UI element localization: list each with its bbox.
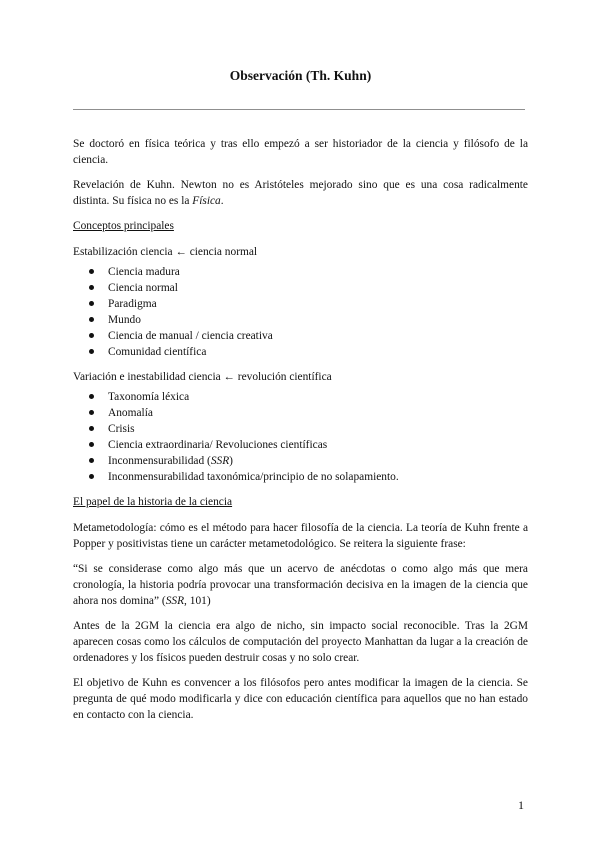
list-item: Ciencia madura bbox=[89, 264, 528, 280]
list-item: Paradigma bbox=[89, 296, 528, 312]
title-divider bbox=[73, 109, 525, 110]
ww2-paragraph: Antes de la 2GM la ciencia era algo de nicho, sin impacto social reconocible. Tras la 2GM aparecen cosas como los cálculos de computación del proyecto Manhattan da lugar a la creación de ordenadores y los físicos pueden destruir cosas y no solo crear. bbox=[73, 620, 528, 664]
page-title: Observación (Th. Kuhn) bbox=[229, 68, 372, 83]
bullet-icon bbox=[89, 349, 94, 354]
variation-label: Variación e inestabilidad ciencia ← revolución científica bbox=[73, 371, 332, 383]
bullet-icon bbox=[89, 317, 94, 322]
list-item: Crisis bbox=[89, 421, 528, 437]
list-item: Ciencia normal bbox=[89, 280, 528, 296]
list-item: Taxonomía léxica bbox=[89, 389, 528, 405]
bullet-icon bbox=[89, 458, 94, 463]
revelation-text: Revelación de Kuhn. Newton no es Aristóteles mejorado sino que es una cosa radicalmente distinta. Su física no es la bbox=[73, 179, 528, 207]
list-item: Ciencia de manual / ciencia creativa bbox=[89, 328, 528, 344]
revelation-paragraph bbox=[73, 177, 528, 209]
bullet-icon bbox=[89, 474, 94, 479]
page-number: 1 bbox=[518, 798, 524, 812]
stabilization-label: Estabilización ciencia ← ciencia normal bbox=[73, 246, 258, 258]
variation-list bbox=[73, 389, 528, 485]
bullet-icon bbox=[89, 442, 94, 447]
section-heading-concepts: Conceptos principales bbox=[73, 220, 174, 232]
list-item: Inconmensurabilidad taxonómica/principio de no solapamiento. bbox=[89, 469, 528, 485]
bullet-icon bbox=[89, 269, 94, 274]
list-item: Mundo bbox=[89, 312, 528, 328]
revelation-emphasis: Física bbox=[192, 195, 221, 207]
bullet-icon bbox=[89, 410, 94, 415]
bullet-icon bbox=[89, 394, 94, 399]
stabilization-list bbox=[73, 264, 528, 360]
intro-paragraph: Se doctoró en física teórica y tras ello empezó a ser historiador de la ciencia y filósofo de la ciencia. bbox=[73, 138, 528, 166]
bullet-icon bbox=[89, 285, 94, 290]
section-heading-history: El papel de la historia de la ciencia bbox=[73, 496, 233, 508]
bullet-icon bbox=[89, 333, 94, 338]
list-item: Comunidad científica bbox=[89, 344, 528, 360]
bullet-icon bbox=[89, 301, 94, 306]
list-item: Ciencia extraordinaria/ Revoluciones científicas bbox=[89, 437, 528, 453]
list-item: Inconmensurabilidad (SSR) bbox=[89, 453, 528, 469]
quote-paragraph: “Si se considerase como algo más que un acervo de anécdotas o como algo más que mera cronología, la historia podría provocar una transformación decisiva en la imagen de la ciencia que ahora nos domina” (SSR, 101) bbox=[73, 563, 528, 607]
list-item: Anomalía bbox=[89, 405, 528, 421]
revelation-end: . bbox=[220, 195, 224, 207]
metamethodology-paragraph: Metametodología: cómo es el método para hacer filosofía de la ciencia. La teoría de Kuhn frente a Popper y positivistas tiene un carácter metametodológico. Se reitera la siguiente frase: bbox=[73, 522, 528, 550]
objective-paragraph: El objetivo de Kuhn es convencer a los filósofos pero antes modificar la imagen de la ciencia. Se pregunta de qué modo modificarla y dice con educación científica para aquellos que no han estado en contacto con la ciencia. bbox=[73, 677, 528, 721]
bullet-icon bbox=[89, 426, 94, 431]
